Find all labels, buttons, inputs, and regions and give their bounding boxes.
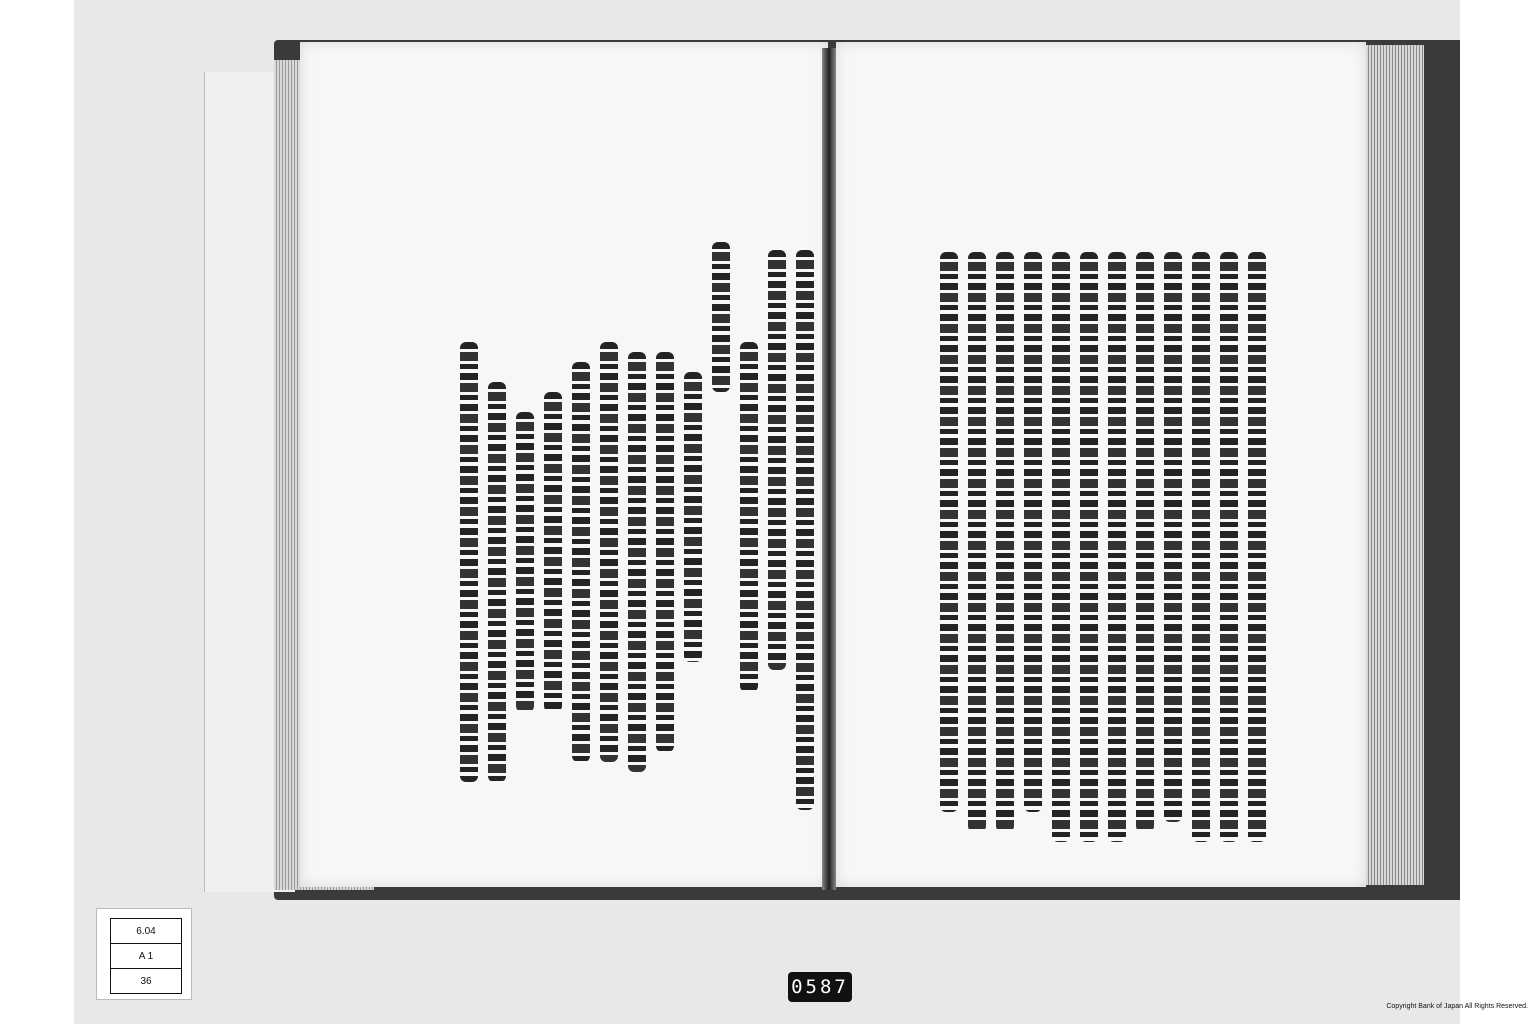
copyright-notice: Copyright Bank of Japan All Rights Reserved. [1386, 1003, 1528, 1010]
handwritten-column [1080, 252, 1098, 842]
handwritten-column [460, 342, 478, 782]
archive-label-line: A 1 [111, 944, 181, 969]
handwritten-column [768, 250, 786, 670]
handwritten-column [1220, 252, 1238, 842]
archive-label [110, 918, 182, 994]
handwritten-column [740, 342, 758, 692]
handwritten-column [656, 352, 674, 752]
archive-label-line: 6.04 [111, 919, 181, 944]
handwritten-column [544, 392, 562, 712]
book-gutter [822, 48, 836, 890]
right-page [836, 42, 1366, 887]
page-number: 0587 [788, 972, 852, 1002]
handwritten-column [1052, 252, 1070, 842]
handwritten-column [1108, 252, 1126, 842]
handwritten-column [996, 252, 1014, 832]
scan-area [74, 0, 1460, 1024]
handwritten-column [1192, 252, 1210, 842]
handwritten-column [1024, 252, 1042, 812]
handwritten-column [488, 382, 506, 782]
left-page [300, 42, 828, 887]
handwritten-column [968, 252, 986, 832]
handwritten-column [516, 412, 534, 712]
handwritten-column [712, 242, 730, 392]
handwritten-column [628, 352, 646, 772]
handwritten-column [572, 362, 590, 762]
handwritten-column [1136, 252, 1154, 832]
handwritten-column [1248, 252, 1266, 842]
handwritten-column [796, 250, 814, 810]
handwritten-column [1164, 252, 1182, 822]
handwritten-column [940, 252, 958, 812]
handwritten-column [600, 342, 618, 762]
handwritten-column [684, 372, 702, 662]
archive-label-line: 36 [140, 975, 152, 987]
